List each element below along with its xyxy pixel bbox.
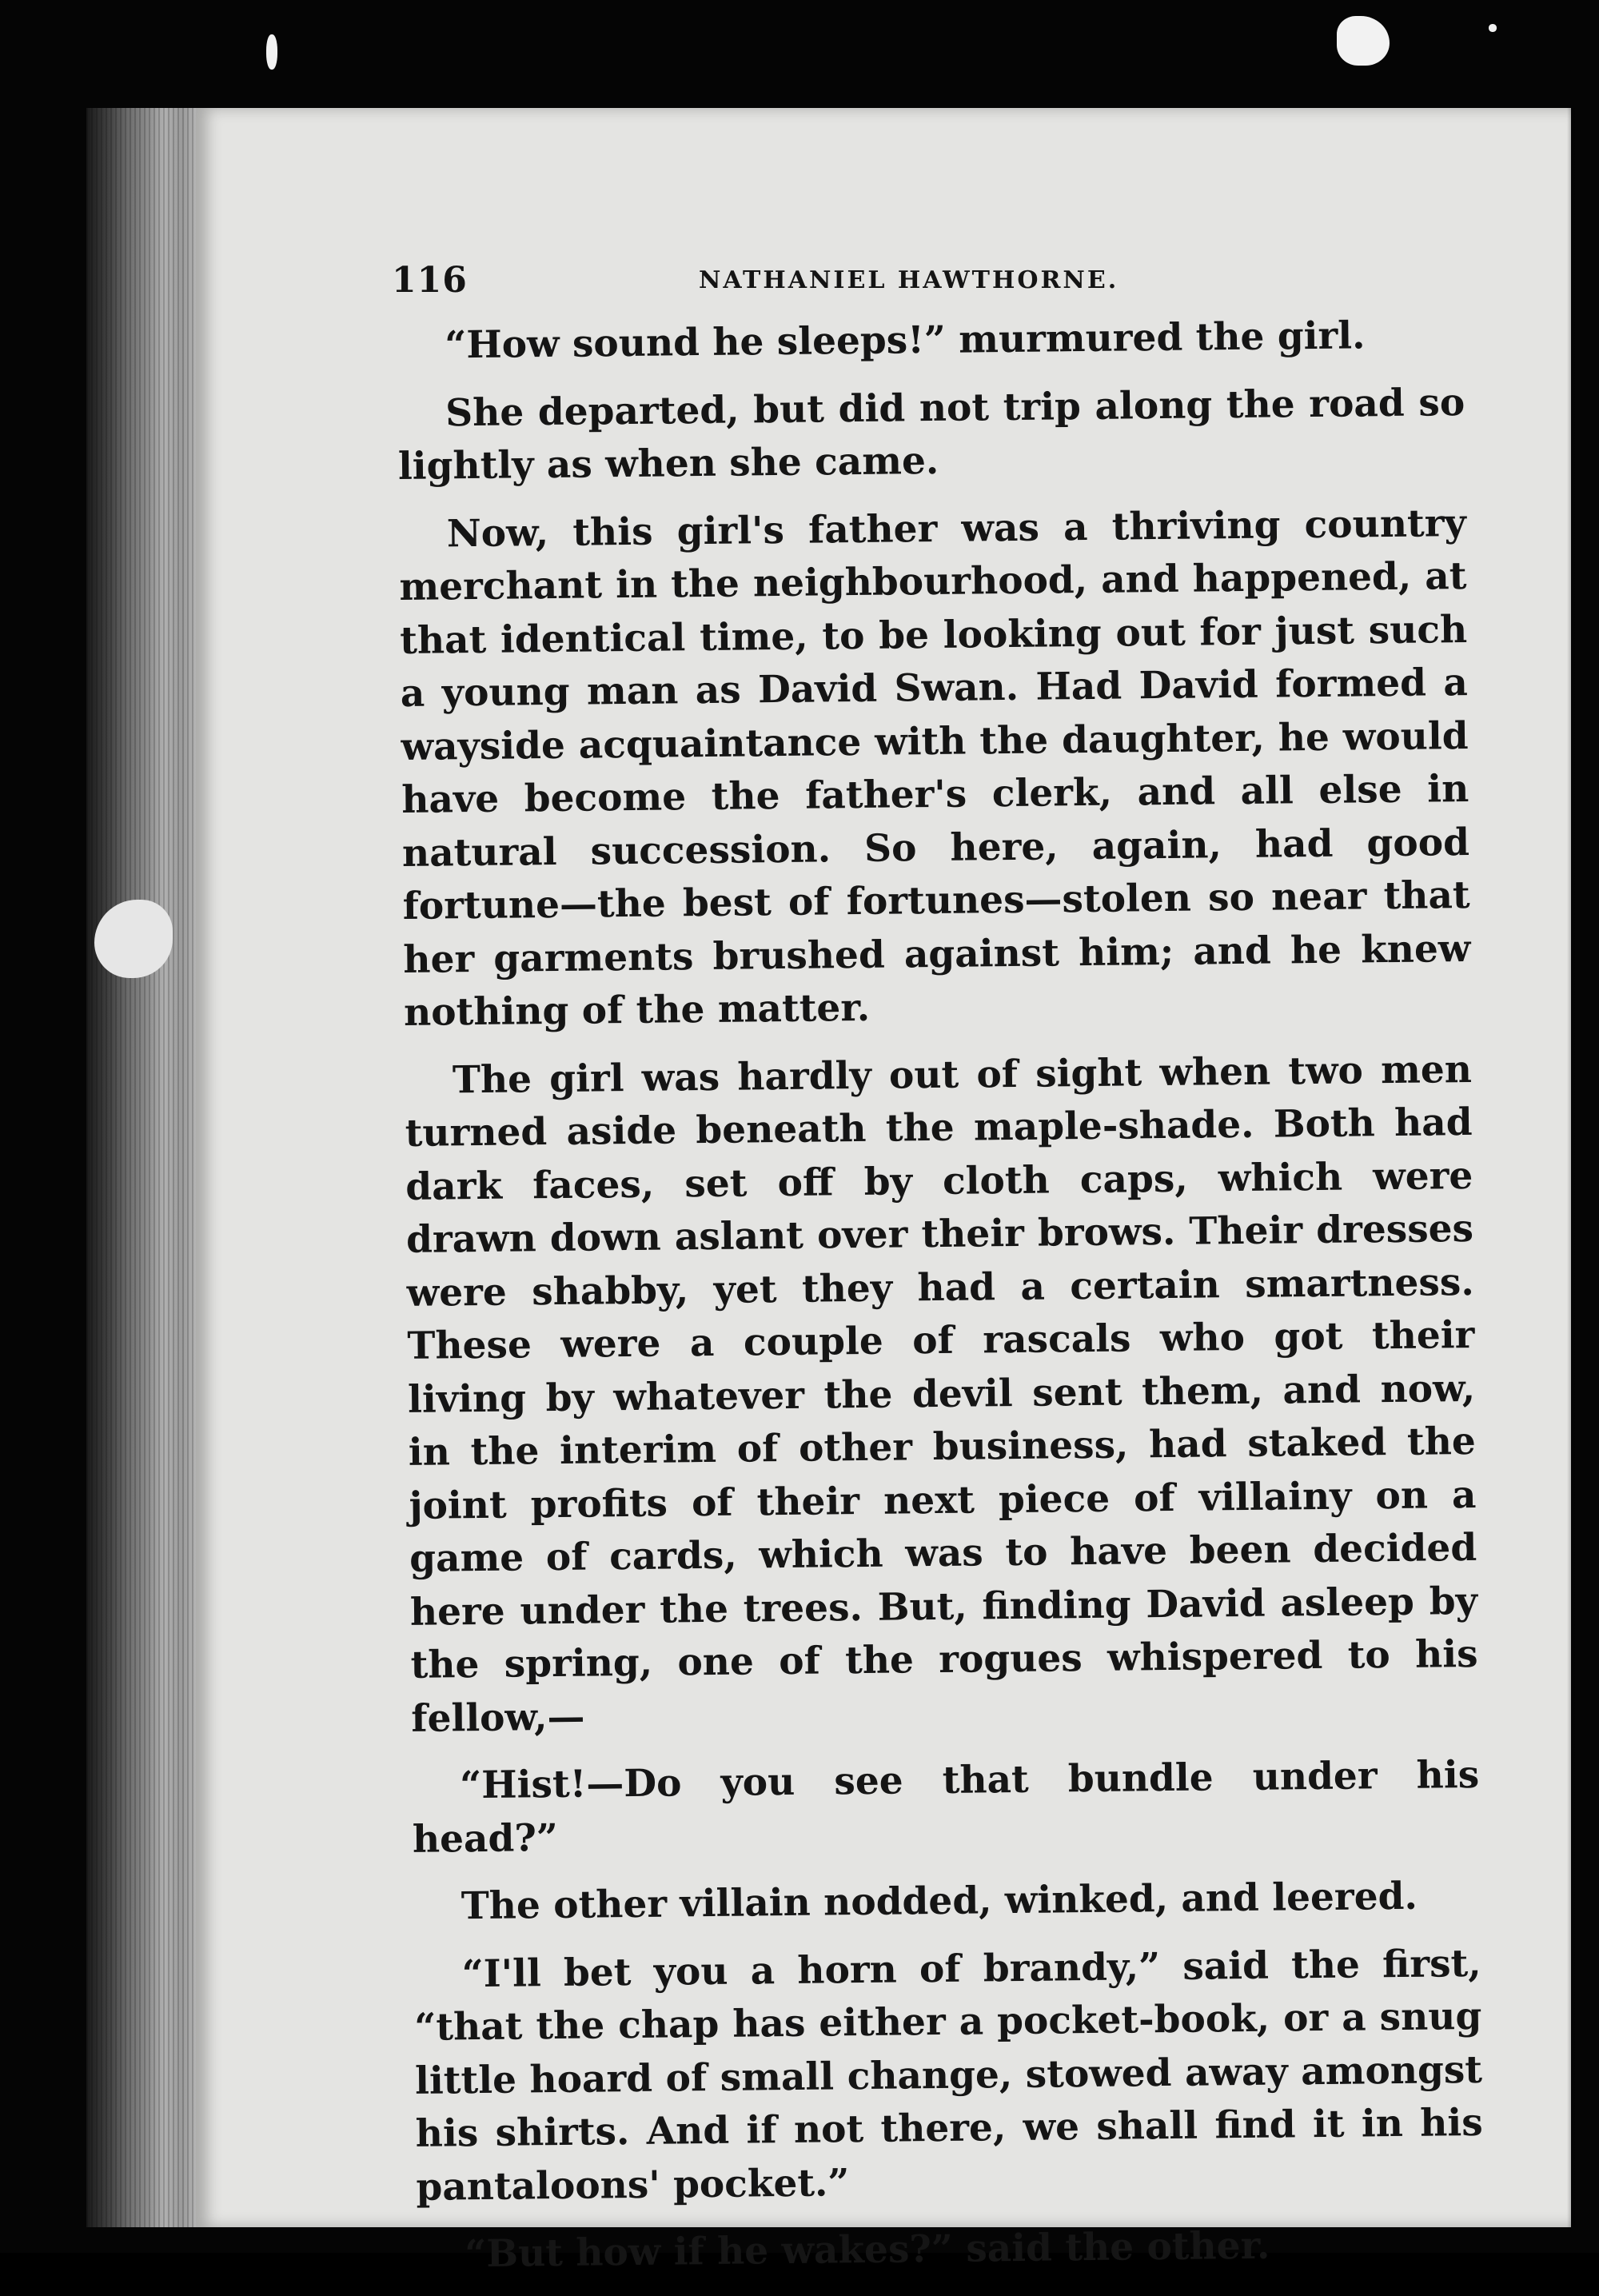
page-number: 116 — [392, 260, 468, 301]
paragraph: “How sound he sleeps!” murmured the girl. — [445, 313, 1366, 368]
paragraph: “Hist!—Do you see that bundle under his head?” — [412, 1752, 1480, 1862]
scan-speck — [1489, 24, 1497, 32]
paragraph: Now, this girl's father was a thriving country merchant in the neighbourhood, and happened, at that identical time, to be looking out for just such a young man as David Swan. Had David formed a wayside acquaintance with the daughter, he would have become the father's clerk, and all else in natural succession. So here, again, had good fortune—the best of fortunes—stolen so near that her garments brushed against him; and he knew nothing of the matter. — [399, 501, 1471, 1035]
page-gutter-shadow — [1567, 108, 1575, 2227]
paragraph: She departed, but did not trip along the road so lightly as when she came. — [397, 380, 1465, 489]
paragraph: “I'll bet you a horn of brandy,” said the first, “that the chap has either a pocket-book, or a snug little hoard of small change, stowed away amongst his shirts. And if not there, we shall find it in his pantaloons' pocket.” — [414, 1941, 1483, 2210]
paragraph: The other villain nodded, winked, and leered. — [461, 1874, 1418, 1929]
paragraph: “But how if he wakes?” said the other. — [465, 2223, 1270, 2277]
paragraph: The girl was hardly out of sight when two men turned aside beneath the maple-shade. Both had dark faces, set off by cloth caps, which were drawn down aslant over their brows. Their dresses were shabby, yet they had a certain smartness. These were a couple of rascals who got their living by whatever the devil sent them, and now, in the interim of other business, had staked the joint profits of their next piece of villainy on a game of cards, which was to have been decided here under the trees. But, finding David asleep by the spring, one of the rogues whispered to his fellow,— — [405, 1047, 1478, 1741]
page-header — [392, 260, 1255, 316]
running-head: NATHANIEL HAWTHORNE. — [699, 266, 1119, 294]
body-text — [397, 309, 1485, 2296]
scan-speck — [266, 34, 277, 70]
book-page-edge-lines — [86, 108, 206, 2227]
